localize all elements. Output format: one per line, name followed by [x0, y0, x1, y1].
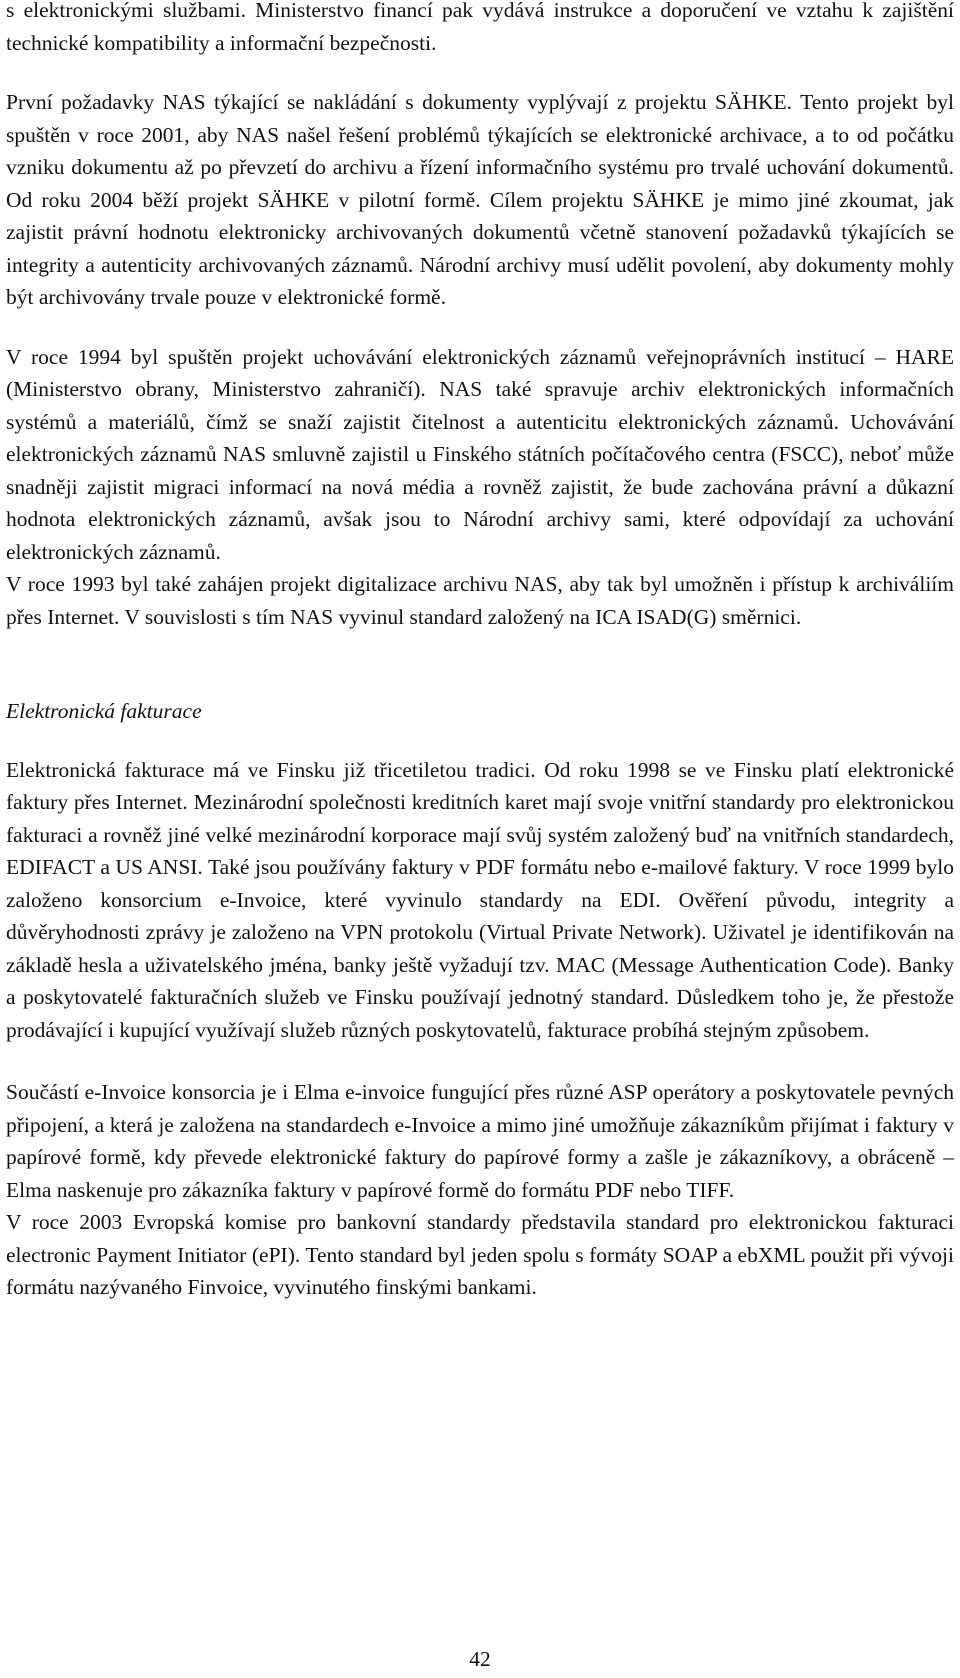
paragraph-epi-standard: V roce 2003 Evropská komise pro bankovní standardy představila standard pro elektronickou fakturaci electronic Payment Initiator (ePI). Tento standard byl jeden spolu s formáty SOAP a ebXML použit při vývoji formátu nazývaného Finvoice, vyvinutého finskými bankami.: [6, 1210, 954, 1299]
page-content: [6, 0, 954, 1304]
page-number: 42: [469, 1647, 491, 1671]
section-heading-e-invoicing: Elektronická fakturace: [6, 699, 202, 723]
paragraph-ministry-instructions: s elektronickými službami. Ministerstvo financí pak vydává instrukce a doporučení ve vztahu k zajištění technické kompatibility a informační bezpečnosti.: [6, 0, 954, 55]
paragraph-sahke-project: První požadavky NAS týkající se nakládání s dokumenty vyplývají z projektu SÄHKE. Tento projekt byl spuštěn v roce 2001, aby NAS našel řešení problémů týkajících se elektronické archivace, a to od počátku vzniku dokumentu až po převzetí do archivu a řízení informačního systému pro trvalé uchování dokumentů. Od roku 2004 běží projekt SÄHKE v pilotní formě. Cílem projektu SÄHKE je mimo jiné zkoumat, jak zajistit právní hodnotu elektronicky archivovaných dokumentů včetně stanovení požadavků týkajících se integrity a autenticity archivovaných záznamů. Národní archivy musí udělit povolení, aby dokumenty mohly být archivovány trvale pouze v elektronické formě.: [6, 90, 954, 309]
paragraph-hare-project: V roce 1994 byl spuštěn projekt uchovávání elektronických záznamů veřejnoprávních institucí – HARE (Ministerstvo obrany, Ministerstvo zahraničí). NAS také spravuje archiv elektronických informačních systémů a materiálů, čímž se snaží zajistit čitelnost a autenticitu elektronických záznamů. Uchovávání elektronických záznamů NAS smluvně zajistil u Finského státních počítačového centra (FSCC), neboť může snadněji zajistit migraci informací na nová média a rovněž zajistit, že bude zachována právní a důkazní hodnota elektronických záznamů, avšak jsou to Národní archivy sami, které odpovídají za uchování elektronických záznamů.: [6, 344, 954, 564]
paragraph-elma-e-invoice: Součástí e-Invoice konsorcia je i Elma e-invoice fungující přes různé ASP operátory a poskytovatele pevných připojení, a která je založena na standardech e-Invoice a mimo jiné umožňuje zákazníkům přijímat i faktury v papírové formě, kdy převede elektronické faktury do papírové formy a zašle je zákazníkovy, a obráceně – Elma naskenuje pro zákazníka faktury v papírové formě do formátu PDF nebo TIFF.: [6, 1080, 954, 1202]
paragraph-e-invoicing-tradition: Elektronická fakturace má ve Finsku již třicetiletou tradici. Od roku 1998 se ve Finsku platí elektronické faktury přes Internet. Mezinárodní společnosti kreditních karet mají svoje vnitřní standardy pro elektronickou fakturaci a rovněž jiné velké mezinárodní korporace mají svůj systém založený buď na vnitřních standardech, EDIFACT a US ANSI. Také jsou používány faktury v PDF formátu nebo e-mailové faktury. V roce 1999 bylo založeno konsorcium e-Invoice, které vyvinulo standardy na EDI. Ověření původu, integrity a důvěryhodnosti zprávy je založeno na VPN protokolu (Virtual Private Network). Uživatel je identifikován na základě hesla a uživatelského jména, banky ještě vyžadují tzv. MAC (Message Authentication Code). Banky a poskytovatelé fakturačních služeb ve Finsku používají jednotný standard. Důsledkem toho je, že přestože prodávající i kupující využívají služeb různých poskytovatelů, fakturace probíhá stejným způsobem.: [6, 757, 954, 1042]
paragraph-digitization-project: V roce 1993 byl také zahájen projekt digitalizace archivu NAS, aby tak byl umožněn i přístup k archiváliím přes Internet. V souvislosti s tím NAS vyvinul standard založený na ICA ISAD(G) směrnici.: [6, 572, 954, 629]
